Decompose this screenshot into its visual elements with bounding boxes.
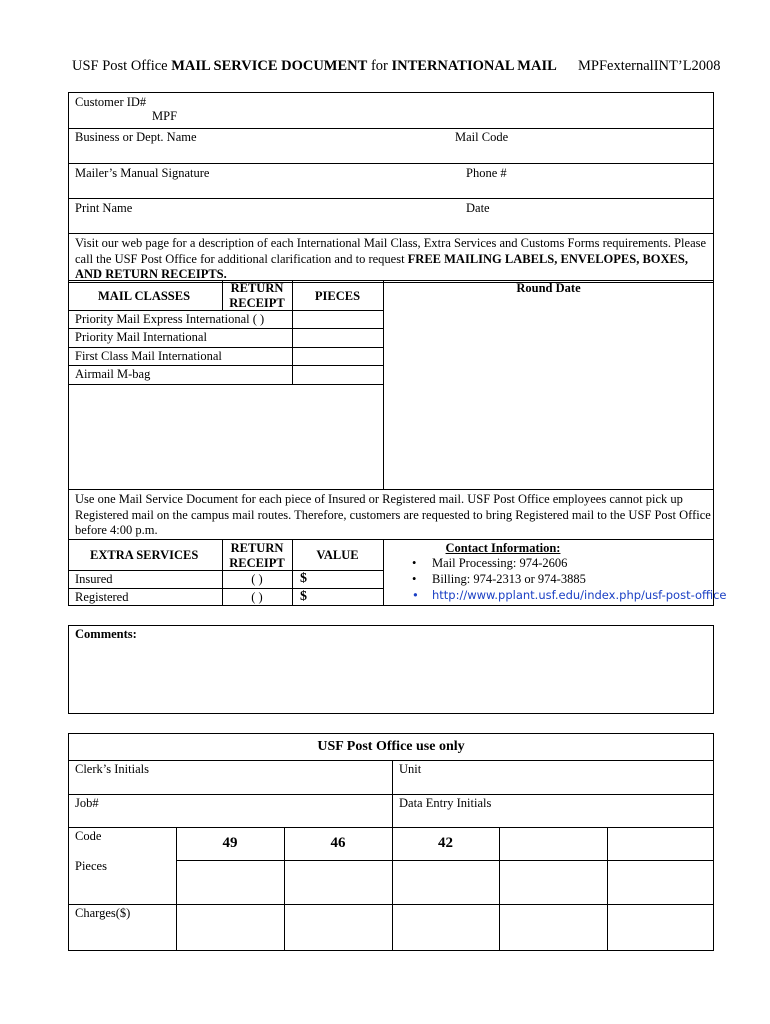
form-title <box>72 58 557 75</box>
mail-classes-header: MAIL CLASSES <box>98 289 191 303</box>
mailing-notice <box>75 236 715 283</box>
es-return-header-1: RETURN <box>230 541 284 555</box>
notice-bold-text: FREE MAILING LABELS, ENVELOPES, BOXES, AND RETURN RECEIPTS. <box>75 251 688 281</box>
code-42: 42 <box>438 835 453 851</box>
registered-value-field[interactable]: $ <box>300 589 307 604</box>
registered-mail-notice: Use one Mail Service Document for each piece of Insured or Registered mail. USF Post Office employees cannot pick up Registered mail on the campus mail routes. Therefore, customers are requested to bring Registered mail to the USF Post Office before 4:00 p.m. <box>75 492 711 537</box>
code-label: Code <box>75 829 102 843</box>
signature-field[interactable]: Mailer’s Manual Signature <box>75 166 210 180</box>
mail-class-row[interactable]: Priority Mail Express International ( ) <box>75 312 265 326</box>
title-mid: for <box>367 58 392 74</box>
data-entry-initials-field[interactable]: Data Entry Initials <box>399 796 492 810</box>
mail-code-field[interactable]: Mail Code <box>455 130 509 144</box>
office-use-title: USF Post Office use only <box>317 739 465 754</box>
return-receipt-header-1: RETURN <box>230 281 284 295</box>
mail-class-row[interactable]: First Class Mail International <box>75 349 222 363</box>
unit-field[interactable]: Unit <box>399 762 422 776</box>
comments-label: Comments: <box>75 627 137 641</box>
registered-receipt-checkbox[interactable]: ( ) <box>251 590 263 604</box>
registered-label: Registered <box>75 590 129 604</box>
title-bold-1: MAIL SERVICE DOCUMENT <box>171 58 368 74</box>
phone-field[interactable]: Phone # <box>466 166 507 180</box>
round-date-label: Round Date <box>516 281 581 295</box>
notice-text: Visit our web page for a description of each International Mail Class, Extra Services and Customs Forms requirements. Please call the USF Post Office for additional clarification and to request <box>75 236 707 266</box>
contact-website-link[interactable]: • http://www.pplant.usf.edu/index.php/usf-post-office <box>432 588 727 602</box>
form-code: MPFexternalINT’L2008 <box>578 58 721 74</box>
insured-value-field[interactable]: $ <box>300 571 307 586</box>
date-field[interactable]: Date <box>466 201 490 215</box>
pieces-header: PIECES <box>314 289 361 303</box>
title-prefix: USF Post Office <box>72 58 172 74</box>
title-bold-2: INTERNATIONAL MAIL <box>391 58 557 74</box>
code-46: 46 <box>330 835 346 851</box>
extra-services-header: EXTRA SERVICES <box>90 548 199 562</box>
insured-receipt-checkbox[interactable]: ( ) <box>251 572 263 586</box>
business-name-field[interactable]: Business or Dept. Name <box>75 130 197 144</box>
clerk-initials-field[interactable]: Clerk’s Initials <box>75 762 149 776</box>
contact-billing: • Billing: 974-2313 or 974-3885 <box>432 572 586 587</box>
customer-id-label: Customer ID# <box>75 95 147 109</box>
customer-id-value[interactable]: MPF <box>152 109 178 123</box>
print-name-field[interactable]: Print Name <box>75 201 133 215</box>
pieces-label: Pieces <box>75 859 107 873</box>
job-field[interactable]: Job# <box>75 796 99 810</box>
mail-class-row[interactable]: Priority Mail International <box>75 330 207 344</box>
charges-label: Charges($) <box>75 906 131 920</box>
contact-title: Contact Information: <box>445 541 561 555</box>
es-return-header-2: RECEIPT <box>229 556 285 570</box>
insured-label: Insured <box>75 572 113 586</box>
return-receipt-header-2: RECEIPT <box>229 296 285 310</box>
mail-class-row[interactable]: Airmail M-bag <box>75 367 151 381</box>
code-49: 49 <box>222 835 238 851</box>
contact-mail-processing: • Mail Processing: 974-2606 <box>432 556 567 571</box>
value-header: VALUE <box>316 548 359 562</box>
comments-box[interactable] <box>68 625 714 714</box>
